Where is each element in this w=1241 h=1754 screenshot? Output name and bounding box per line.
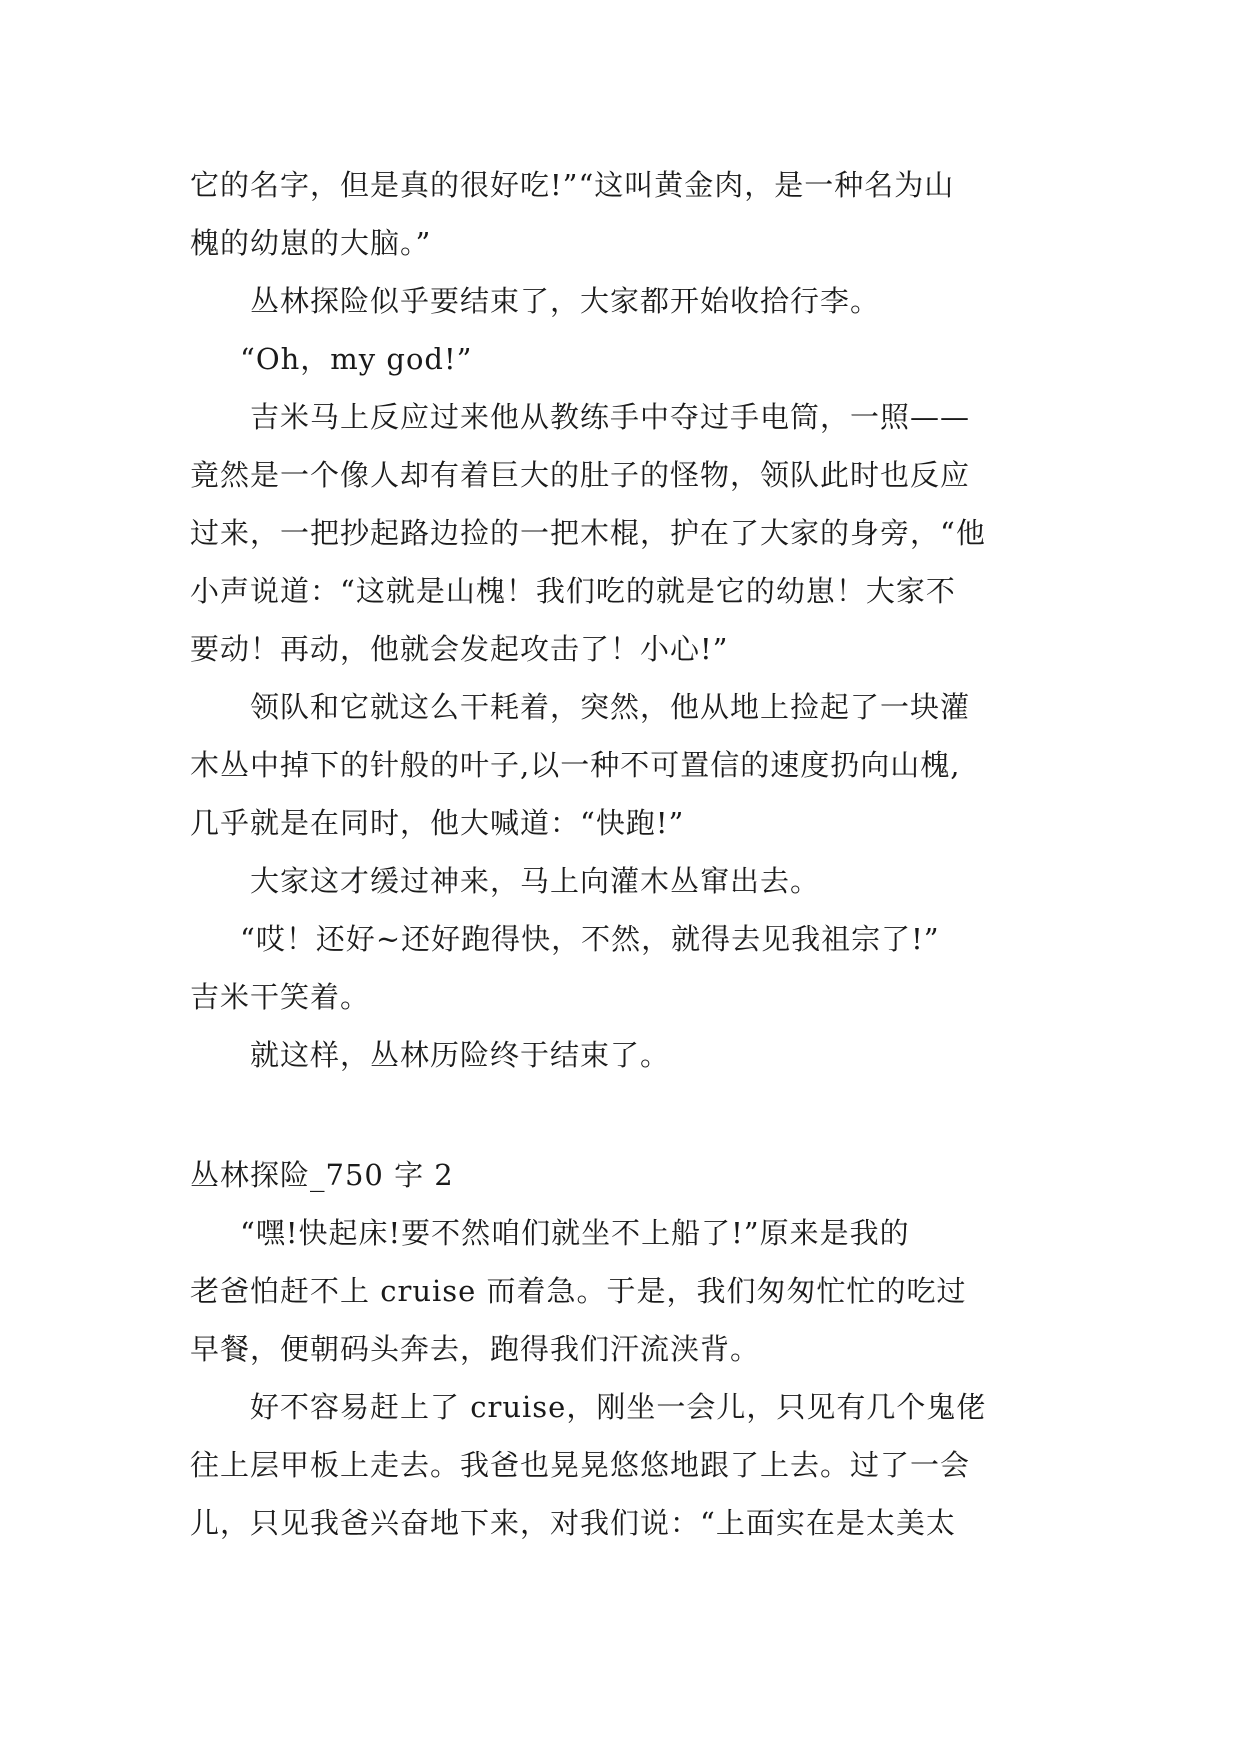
section-gap <box>190 1084 1060 1146</box>
text-line: 老爸怕赶不上 cruise 而着急。于是，我们匆匆忙忙的吃过 <box>190 1274 967 1308</box>
text-line: 过来，一把抄起路边捡的一把木棍，护在了大家的身旁，“他 <box>190 516 986 550</box>
text-line: 往上层甲板上走去。我爸也晃晃悠悠地跟了上去。过了一会 <box>190 1448 971 1482</box>
text-line: 它的名字，但是真的很好吃!”“这叫黄金肉，是一种名为山 <box>190 168 955 202</box>
text-line: 吉米干笑着。 <box>190 980 371 1014</box>
paragraph-start: “嘿!快起床!要不然咱们就坐不上船了!”原来是我的 <box>240 1216 910 1250</box>
paragraph-start: 领队和它就这么干耗着，突然，他从地上捡起了一块灌 <box>250 690 971 724</box>
text-column <box>190 156 1060 1552</box>
section-heading: 丛林探险_750 字 2 <box>190 1158 454 1192</box>
text-line: 几乎就是在同时，他大喊道：“快跑!” <box>190 806 685 840</box>
paragraph-start: 大家这才缓过神来，马上向灌木丛窜出去。 <box>250 864 821 898</box>
text-line: 小声说道：“这就是山槐！我们吃的就是它的幼崽！大家不 <box>190 574 956 608</box>
paragraph-start: “Oh，my god!” <box>240 342 473 376</box>
paragraph-start: 丛林探险似乎要结束了，大家都开始收拾行李。 <box>250 284 881 318</box>
text-line: 早餐，便朝码头奔去，跑得我们汗流浃背。 <box>190 1332 761 1366</box>
paragraph-start: 就这样，丛林历险终于结束了。 <box>250 1038 671 1072</box>
paragraph-start: “哎！还好~还好跑得快，不然，就得去见我祖宗了!” <box>240 922 940 956</box>
text-line: 木丛中掉下的针般的叶子,以一种不可置信的速度扔向山槐, <box>190 748 961 782</box>
paragraph-start: 好不容易赶上了 cruise，刚坐一会儿，只见有几个鬼佬 <box>250 1390 987 1424</box>
paragraph-start: 吉米马上反应过来他从教练手中夺过手电筒，一照—— <box>250 400 971 434</box>
text-line: 槐的幼崽的大脑。” <box>190 226 432 260</box>
text-line: 竟然是一个像人却有着巨大的肚子的怪物，领队此时也反应 <box>190 458 971 492</box>
text-line: 要动！再动，他就会发起攻击了！小心!” <box>190 632 729 666</box>
text-line: 儿，只见我爸兴奋地下来，对我们说：“上面实在是太美太 <box>190 1506 956 1540</box>
